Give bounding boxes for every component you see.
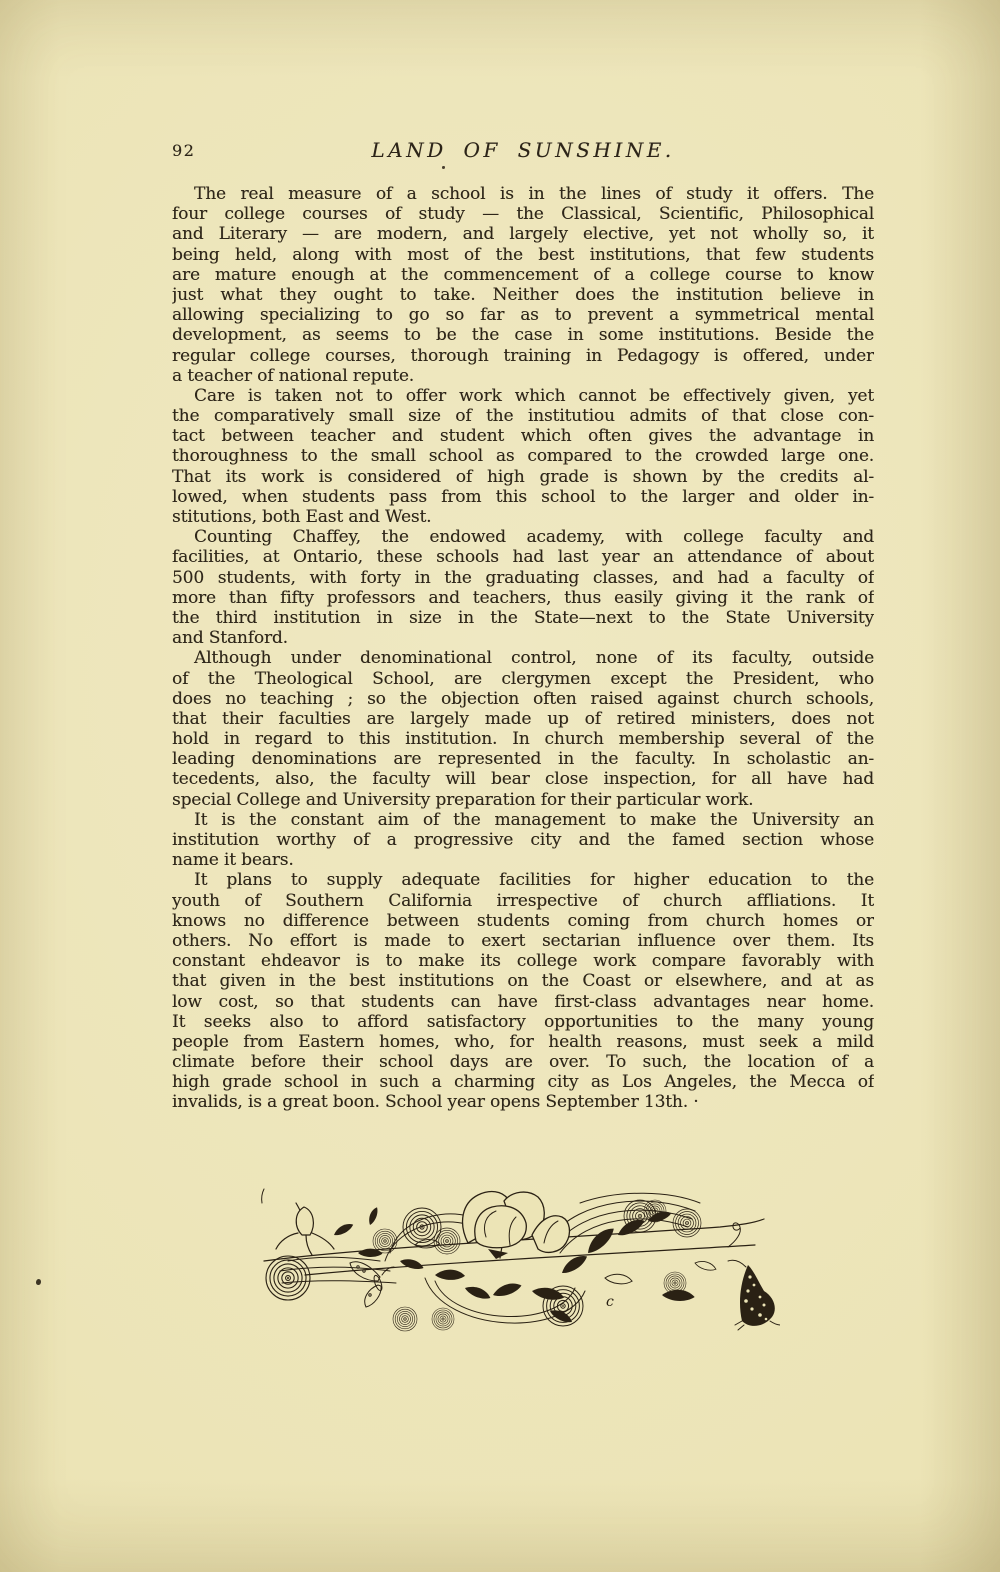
right-butterfly-icon [728, 1260, 780, 1330]
text-line: climate before their school days are over. To such, the location of a [172, 1052, 874, 1073]
text-line: of the Theological School, are clergymen except the President, who [172, 668, 874, 689]
text-line: name it bears. [172, 850, 294, 871]
text-line: invalids, is a great boon. School year opens September 13th. · [172, 1092, 699, 1113]
text-line: just what they ought to take. Neither does the institution believe in [172, 284, 874, 305]
text-line: more than fifty professors and teachers, thus easily giving it the rank of [172, 587, 874, 608]
text-line: It is the constant aim of the management to make the University an [194, 809, 874, 830]
text-line: It seeks also to afford satisfactory opportunities to the many young [172, 1011, 874, 1032]
text-line: Care is taken not to offer work which cannot be effectively given, yet [194, 385, 874, 406]
paragraph [172, 648, 874, 810]
page-number: 92 [172, 141, 196, 160]
text-line: thoroughness to the small school as compared to the crowded large one. [172, 446, 874, 467]
text-line: that their faculties are largely made up of retired ministers, does not [172, 708, 874, 729]
text-line: facilities, at Ontario, these schools had last year an attendance of about [172, 547, 874, 568]
paragraph [172, 527, 874, 648]
text-line: the comparatively small size of the institutiou admits of that close con- [172, 406, 874, 427]
text-line: and Literary — are modern, and largely elective, yet not wholly so, it [172, 224, 874, 245]
text-line: tact between teacher and student which often gives the advantage in [172, 426, 874, 447]
text-line: That its work is considered of high grade is shown by the credits al- [172, 466, 874, 487]
text-line: low cost, so that students can have first-class advantages near home. [172, 991, 874, 1012]
body-text [172, 184, 874, 1113]
text-line: constant ehdeavor is to make its college work compare favorably with [172, 951, 874, 972]
paragraph [172, 870, 874, 1112]
text-line: Counting Chaffey, the endowed academy, with college faculty and [194, 527, 874, 548]
text-line: others. No effort is made to exert sectarian influence over them. Its [172, 930, 874, 951]
text-line: Although under denominational control, none of its faculty, outside [194, 648, 874, 669]
text-line: four college courses of study — the Classical, Scientific, Philosophical [172, 204, 874, 225]
text-line: regular college courses, thorough training in Pedagogy is offered, under [172, 345, 874, 366]
paragraph [172, 810, 874, 871]
engraver-mark: c [606, 1294, 614, 1310]
text-line: youth of Southern California irrespective of church affliations. It [172, 890, 874, 911]
text-line: people from Eastern homes, who, for health reasons, must seek a mild [172, 1031, 874, 1052]
text-line: high grade school in such a charming city as Los Angeles, the Mecca of [172, 1072, 874, 1093]
text-line: stitutions, both East and West. [172, 507, 432, 527]
text-line: hold in regard to this institution. In church membership several of the [172, 729, 874, 750]
text-line: being held, along with most of the best institutions, that few students [172, 244, 874, 265]
running-title: LAND OF SUNSHINE. [371, 138, 675, 162]
text-line: The real measure of a school is in the lines of study it offers. The [194, 184, 874, 204]
text-line: 500 students, with forty in the graduating classes, and had a faculty of [172, 567, 874, 588]
ink-speck [442, 166, 445, 169]
text-line: the third institution in size in the State—next to the State University [172, 607, 874, 628]
text-line: institution worthy of a progressive city and the famed section whose [172, 830, 874, 850]
text-line: and Stanford. [172, 628, 288, 649]
text-line: leading denominations are represented in the faculty. In scholastic an- [172, 749, 874, 770]
ink-speck [36, 1279, 41, 1285]
text-line: that given in the best institutions on the Coast or elsewhere, and at as [172, 971, 874, 992]
text-line: allowing specializing to go so far as to prevent a symmetrical mental [172, 305, 874, 326]
text-line: It plans to supply adequate facilities for higher education to the [194, 870, 874, 891]
rosebud [276, 1207, 334, 1255]
text-line: does no teaching ; so the objection often raised against church schools, [172, 688, 874, 709]
text-line: a teacher of national repute. [172, 365, 415, 386]
text-line: lowed, when students pass from this school to the larger and older in- [172, 486, 874, 507]
text-line: tecedents, also, the faculty will bear close inspection, for all have had [172, 769, 874, 790]
text-line: knows no difference between students coming from church homes or [172, 910, 874, 931]
floral-tailpiece-illustration [250, 1183, 780, 1348]
rose-illustration [463, 1192, 570, 1259]
paragraph [172, 386, 874, 527]
text-line: development, as seems to be the case in some institutions. Beside the [172, 325, 874, 346]
text-line: special College and University preparation for their particular work. [172, 789, 754, 810]
text-line: are mature enough at the commencement of a college course to know [172, 264, 874, 285]
paragraph [172, 184, 874, 386]
